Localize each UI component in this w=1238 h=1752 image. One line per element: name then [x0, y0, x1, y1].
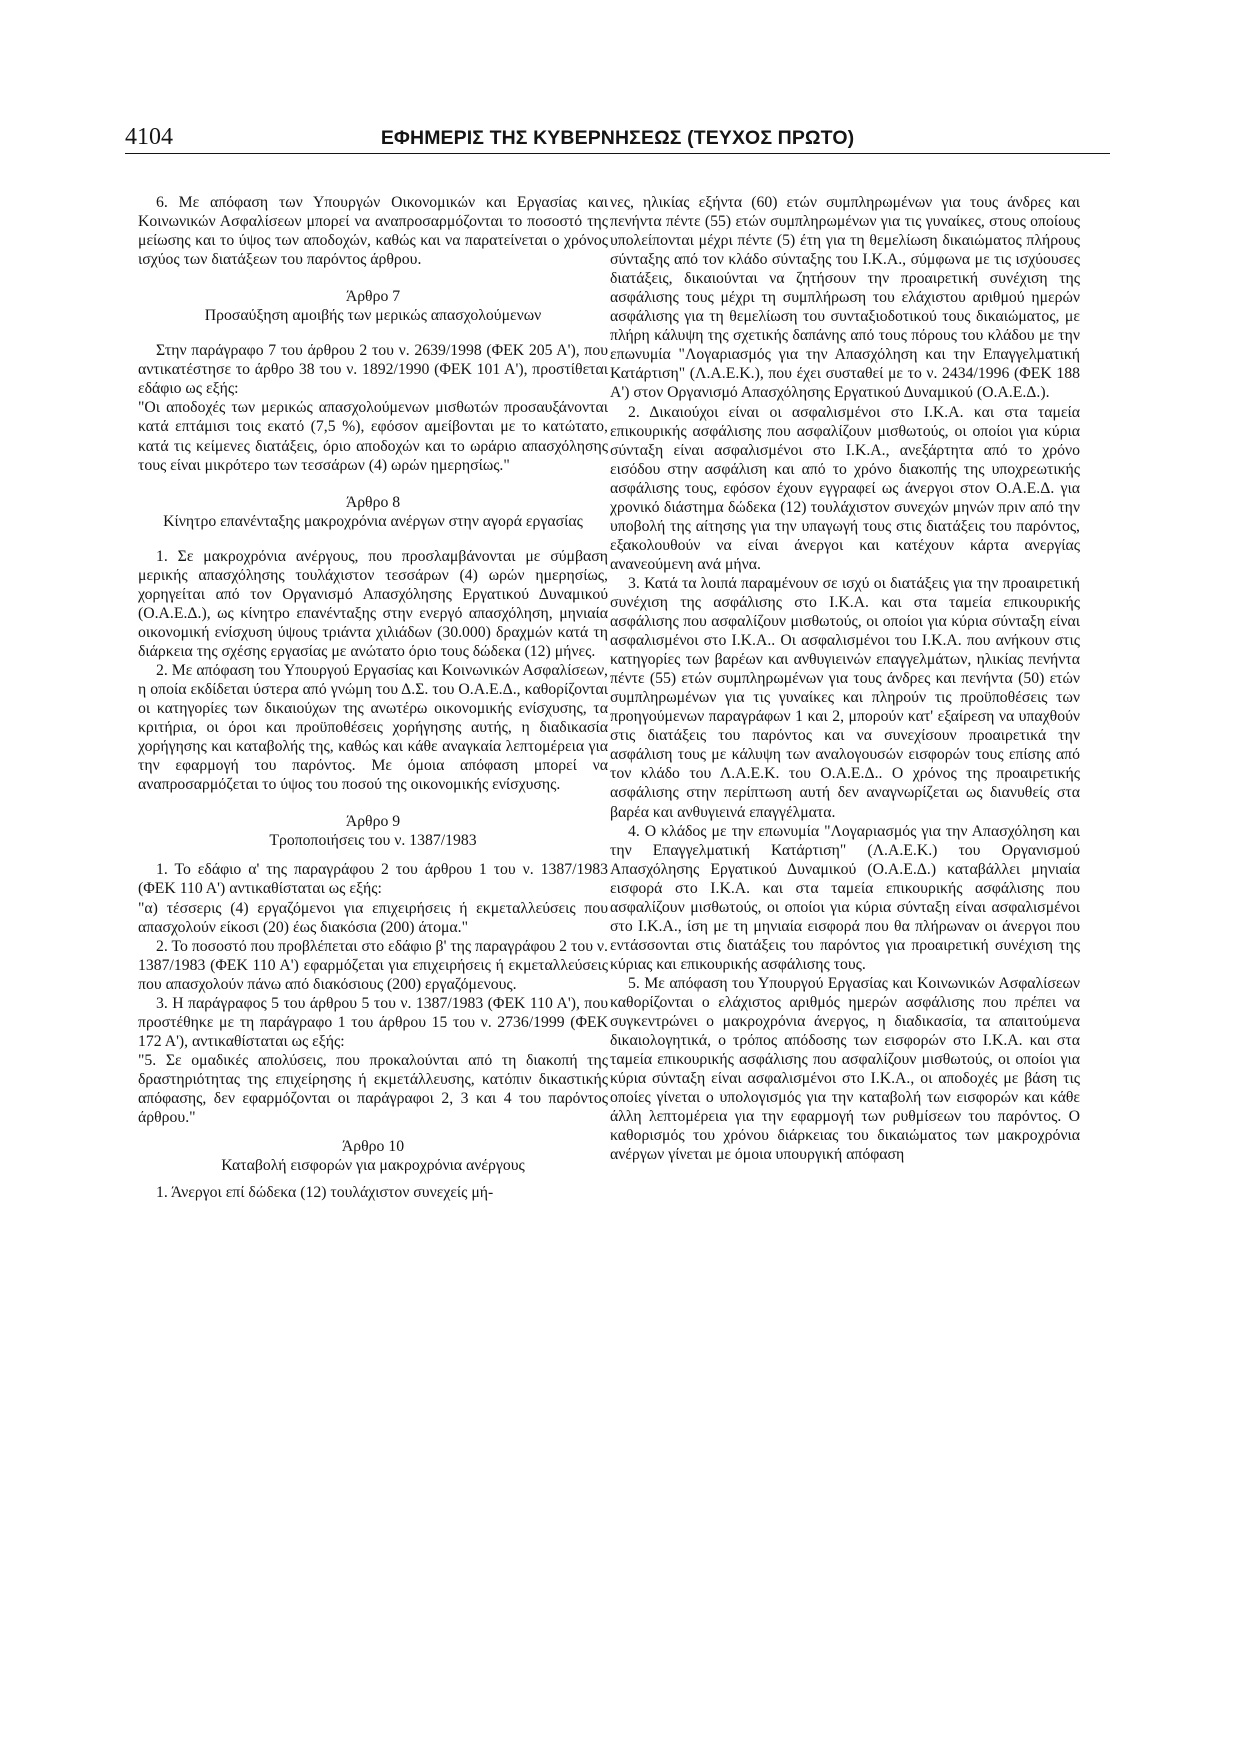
article-8-title: Άρθρο 8 [345, 493, 401, 511]
quoted-text: "α) τέσσερις (4) εργαζόμενοι για επιχειρήσεις ή εκμεταλλεύσεις που απασχολούν είκοσι (20) έως διακόσια (200) άτομα." [138, 899, 608, 936]
paragraph: 3. Η παράγραφος 5 του άρθρου 5 του ν. 1387/1983 (ΦΕΚ 110 Α'), που προστέθηκε με τη παράγραφο 1 του άρθρου 15 του ν. 2736/1999 (ΦΕΚ 172 Α'), αντικαθίσταται ως εξής: [138, 994, 608, 1050]
article-7-subtitle: Προσαύξηση αμοιβής των μερικώς απασχολούμενων [204, 307, 542, 325]
page-header [125, 122, 1110, 154]
paragraph: Στην παράγραφο 7 του άρθρου 2 του ν. 2639/1998 (ΦΕΚ 205 Α'), που αντικατέστησε το άρθρο 38 του ν. 1892/1990 (ΦΕΚ 101 Α'), προστίθεται εδάφιο ως εξής: [138, 342, 608, 398]
quoted-text: "Οι αποδοχές των μερικώς απασχολούμενων μισθωτών προσαυξάνονται κατά επτάμισι τοις εκατό (7,5 %), εφόσον αμείβονται με το κατώτατο, κατά τις κείμενες διατάξεις, όριο αποδοχών και το ωράριο απασχόλησης τους είναι μικρότερο των τεσσάρων (4) ωρών ημερησίως." [138, 399, 608, 474]
paragraph: 2. Δικαιούχοι είναι οι ασφαλισμένοι στο Ι.Κ.Α. και στα ταμεία επικουρικής ασφάλισης που ασφαλίζουν μισθωτούς, οι οποίοι για κύρια σύνταξη είναι ασφαλισμένοι στο Ι.Κ.Α., ανεξάρτητα από το χρόνο εισόδου στην ασφάλιση και από το χρόνο διακοπής της υποχρεωτικής ασφάλισης τους, εφόσον έχουν εγγραφεί ως άνεργοι στον Ο.Α.Ε.Δ. για χρονικό διάστημα δώδεκα (12) τουλάχιστον συνεχών μηνών πριν από την υποβολή της αίτησης για την υπαγωγή τους στις διατάξεις του παρόντος, εξακολουθούν να είναι άνεργοι και κατέχουν κάρτα ανεργίας ανανεούμενη ανά μήνα. [610, 403, 1080, 573]
paragraph: 2. Με απόφαση του Υπουργού Εργασίας και Κοινωνικών Ασφαλίσεων, η οποία εκδίδεται ύστερα από γνώμη του Δ.Σ. του Ο.Α.Ε.Δ., καθορίζονται οι κατηγορίες των δικαιούχων της ανωτέρω οικονομικής ενίσχυσης, τα κριτήρια, οι όροι και προϋποθέσεις χορήγησης αυτής, η διαδικασία χορήγησης και καταβολής της, καθώς και κάθε αναγκαία λεπτομέρεια για την εφαρμογή του παρόντος. Με όμοια απόφαση μπορεί να αναπροσαρμόζεται το ύψος του ποσού της οικονομικής ενίσχυσης. [138, 661, 608, 794]
left-column [138, 193, 608, 1202]
right-column [610, 193, 1080, 1164]
article-9-title: Άρθρο 9 [345, 813, 401, 831]
article-7-title: Άρθρο 7 [345, 288, 401, 306]
article-10-title: Άρθρο 10 [341, 1138, 405, 1156]
page-number: 4104 [125, 124, 173, 150]
quoted-text: "5. Σε ομαδικές απολύσεις, που προκαλούνται από τη διακοπή της δραστηριότητας της επιχείρησης ή εκμετάλλευσης, κατόπιν δικαστικής απόφασης, δεν εφαρμόζονται οι παράγραφοι 2, 3 και 4 του παρόντος άρθρου." [138, 1051, 608, 1127]
paragraph: 3. Κατά τα λοιπά παραμένουν σε ισχύ οι διατάξεις για την προαιρετική συνέχιση της ασφάλισης στο Ι.Κ.Α. και στα ταμεία επικουρικής ασφάλισης που ασφαλίζουν μισθωτούς, οι οποίοι για κύρια σύνταξη είναι ασφαλισμένοι στο Ι.Κ.Α.. Οι ασφαλισμένοι του Ι.Κ.Α. που ανήκουν στις κατηγορίες των βαρέων και ανθυγιεινών επαγγελμάτων, ηλικίας πενήντα πέντε (55) ετών συμπληρωμένων για τους άνδρες και πενήντα (50) ετών συμπληρωμένων για τις γυναίκες και πληρούν τις προϋποθέσεις των προηγούμενων παραγράφων 1 και 2, μπορούν κατ' εξαίρεση να υπαχθούν στις διατάξεις του παρόντος και να συνεχίσουν προαιρετικά την ασφάλιση τους με κάλυψη των αναλογουσών εισφορών τους επίσης από τον κλάδο του Λ.Α.Ε.Κ. του Ο.Α.Ε.Δ.. Ο χρόνος της προαιρετικής ασφάλισης στην περίπτωση αυτή δεν αναγνωρίζεται ως διανυθείς στα βαρέα και ανθυγιεινά επαγγέλματα. [610, 574, 1080, 821]
paragraph: 1. Άνεργοι επί δώδεκα (12) τουλάχιστον συνεχείς μή- [156, 1184, 494, 1202]
article-8-subtitle: Κίνητρο επανένταξης μακροχρόνια ανέργων στην αγορά εργασίας [163, 512, 583, 530]
paragraph: νες, ηλικίας εξήντα (60) ετών συμπληρωμένων για τους άνδρες και πενήντα πέντε (55) ετών συμπληρωμένων για τις γυναίκες, στους οποίους υπολείπονται μέχρι πέντε (5) έτη για τη θεμελίωση δικαιώματος πλήρους σύνταξης από τον κλάδο σύνταξης του Ι.Κ.Α., σύμφωνα με τις ισχύουσες διατάξεις, δικαιούνται να ζητήσουν την προαιρετική συνέχιση της ασφάλισης τους μέχρι τη συμπλήρωση του ελάχιστου αριθμού ημερών ασφάλισης για τη θεμελίωση του συνταξιοδοτικού τους δικαιώματος, με πλήρη κάλυψη της σχετικής δαπάνης από τους πόρους του κλάδου με την επωνυμία "Λογαριασμός για την Απασχόληση και την Επαγγελματική Κατάρτιση" (Λ.Α.Ε.Κ.), που έχει συσταθεί με το ν. 2434/1996 (ΦΕΚ 188 Α') στον Οργανισμό Απασχόλησης Εργατικού Δυναμικού (Ο.Α.Ε.Δ.). [610, 194, 1080, 402]
paragraph: 4. Ο κλάδος με την επωνυμία "Λογαριασμός για την Απασχόληση και την Επαγγελματική Κατάρτιση" (Λ.Α.Ε.Κ.) του Οργανισμού Απασχόλησης Εργατικού Δυναμικού (Ο.Α.Ε.Δ.) καταβάλλει μηνιαία εισφορά στο Ι.Κ.Α. και στα ταμεία επικουρικής ασφάλισης που ασφαλίζουν μισθωτούς, οι οποίοι για κύρια σύνταξη είναι ασφαλισμένοι στο Ι.Κ.Α., ίση με τη μηνιαία εισφορά που θα πλήρωναν οι άνεργοι που εντάσσονται στις διατάξεις του παρόντος για προαιρετική συνέχιση της κύριας και επικουρικής ασφάλισης τους. [610, 822, 1080, 973]
paragraph: 1. Σε μακροχρόνια ανέργους, που προσλαμβάνονται με σύμβαση μερικής απασχόλησης τουλάχιστον τεσσάρων (4) ωρών ημερησίως, χορηγείται από τον Οργανισμό Απασχόλησης Εργατικού Δυναμικού (Ο.Α.Ε.Δ.), ως κίνητρο επανένταξης στην ενεργό απασχόληση, μηνιαία οικονομική ενίσχυση ύψους τριάντα χιλιάδων (30.000) δραχμών κατά τη διάρκεια της σχέσης εργασίας με ανώτατο όριο τους δώδεκα (12) μήνες. [138, 547, 608, 660]
article-9-subtitle: Τροποποιήσεις του ν. 1387/1983 [269, 832, 477, 850]
paragraph: 2. Το ποσοστό που προβλέπεται στο εδάφιο β' της παραγράφου 2 του ν. 1387/1983 (ΦΕΚ 110 Α') εφαρμόζεται για επιχειρήσεις ή εκμεταλλεύσεις που απασχολούν πάνω από διακόσιους (200) εργαζόμενους. [138, 937, 608, 993]
gazette-title: ΕΦΗΜΕΡΙΣ ΤΗΣ ΚΥΒΕΡΝΗΣΕΩΣ (ΤΕΥΧΟΣ ΠΡΩΤΟ) [380, 127, 855, 149]
article-10-subtitle: Καταβολή εισφορών για μακροχρόνια ανέργους [221, 1157, 525, 1175]
paragraph: 6. Με απόφαση των Υπουργών Οικονομικών και Εργασίας και Κοινωνικών Ασφαλίσεων μπορεί να αναπροσαρμόζονται το ποσοστό της μείωσης και το ύψος των αποδοχών, καθώς και να παρατείνεται ο χρόνος ισχύος των διατάξεων του παρόντος άρθρου. [138, 194, 608, 269]
paragraph: 5. Με απόφαση του Υπουργού Εργασίας και Κοινωνικών Ασφαλίσεων καθορίζονται ο ελάχιστος αριθμός ημερών ασφάλισης που πρέπει να συγκεντρώνει ο μακροχρόνια άνεργος, η διαδικασία, τα απαιτούμενα δικαιολογητικά, ο τρόπος απόδοσης των εισφορών στο Ι.Κ.Α. και στα ταμεία επικουρικής ασφάλισης που ασφαλίζουν μισθωτούς, οι οποίοι για κύρια σύνταξη είναι ασφαλισμένοι στο Ι.Κ.Α., οι αποδοχές με βάση τις οποίες γίνεται ο υπολογισμός για την καταβολή των εισφορών και κάθε άλλη λεπτομέρεια για την εφαρμογή των ρυθμίσεων του παρόντος. Ο καθορισμός του χρόνου διάρκειας του δικαιώματος των μακροχρόνια ανέργων γίνεται με όμοια υπουργική απόφαση [610, 974, 1080, 1164]
header-rule [125, 153, 1110, 154]
paragraph: 1. Το εδάφιο α' της παραγράφου 2 του άρθρου 1 του ν. 1387/1983 (ΦΕΚ 110 Α') αντικαθίσταται ως εξής: [138, 861, 608, 898]
